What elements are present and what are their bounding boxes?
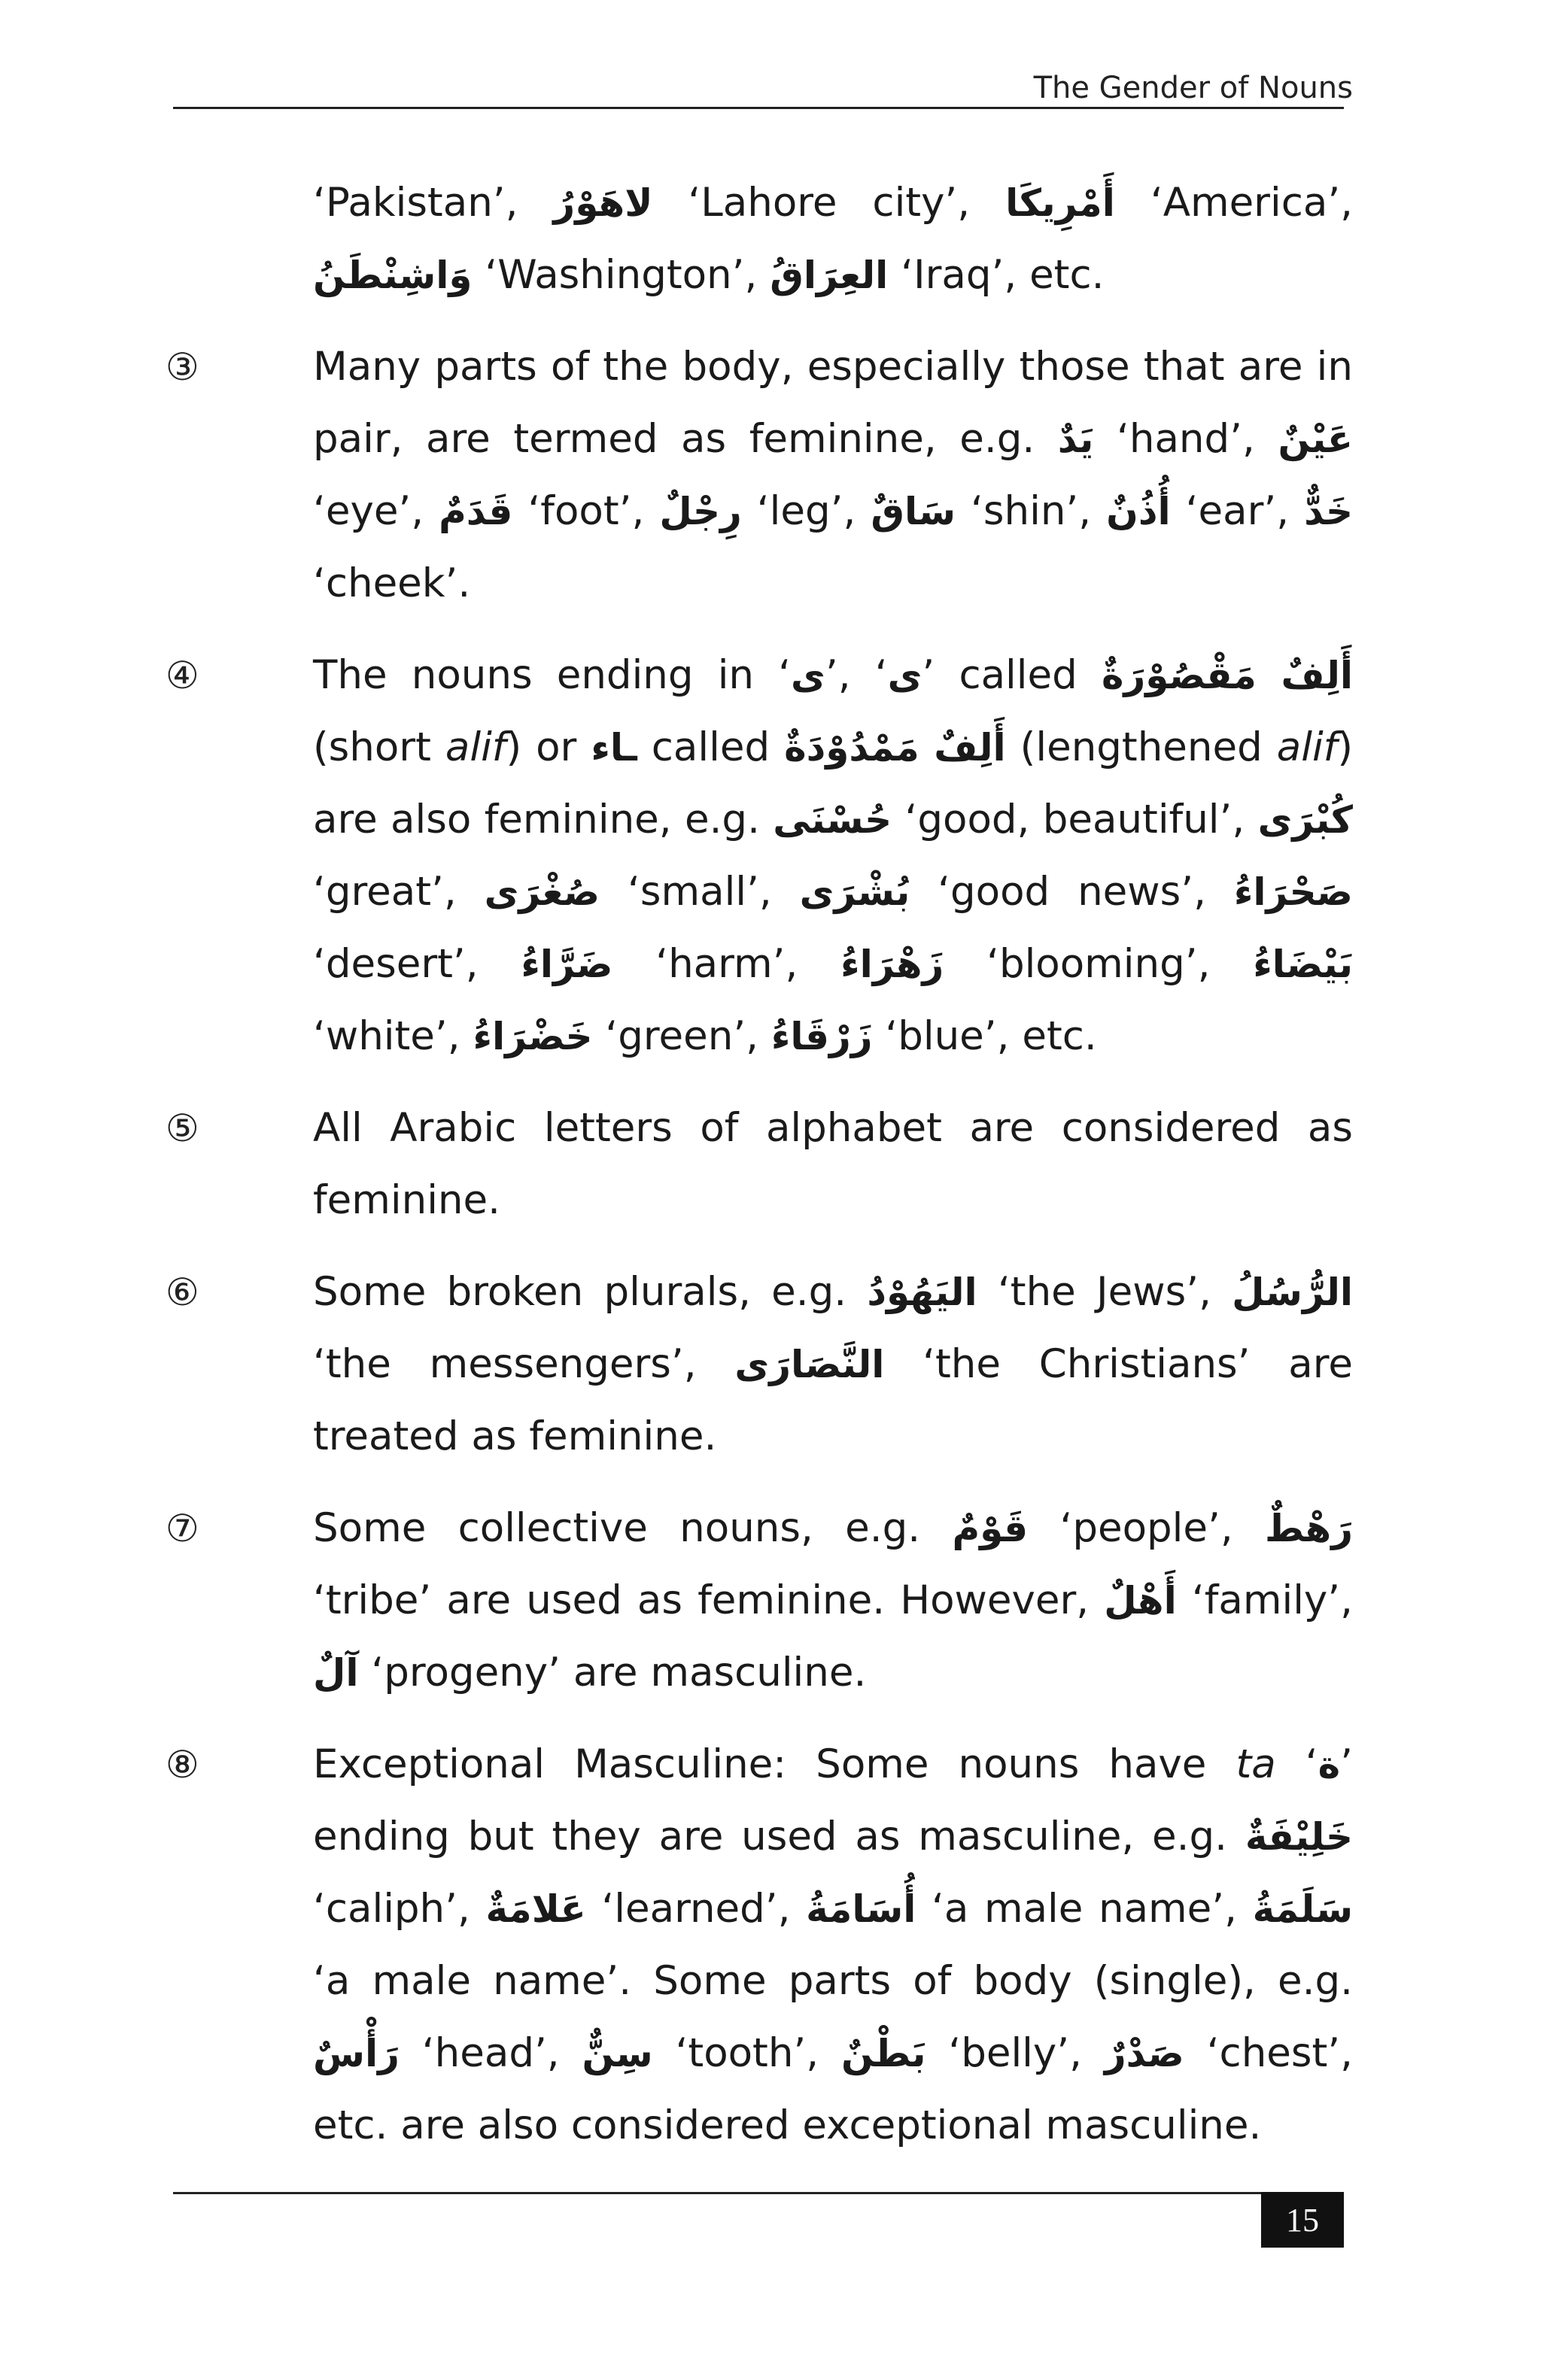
arabic-word: زَرْقَاءُ [770,1015,873,1058]
text-run: ‘tooth’, [652,2030,841,2076]
arabic-word: بَطْنٌ [841,2032,926,2075]
text-run: All Arabic letters of alphabet are considered as feminine. [313,1105,1353,1223]
text-run: ‘ [1275,1741,1318,1787]
text-run: ’ called [922,652,1102,698]
text-run: ‘a male name’, [916,1886,1253,1932]
page-number: 15 [1261,2192,1344,2248]
paragraph-number: ⑦ [166,1507,199,1550]
text-run: ‘great’, [313,869,485,915]
arabic-word: سَلَمَةُ [1252,1887,1353,1931]
paragraph-text [313,167,1353,311]
arabic-word: ة [1318,1743,1341,1787]
paragraph-number: ⑥ [166,1270,199,1314]
text-run: called [637,724,785,770]
arabic-word: رِجْلٌ [659,490,742,533]
text-run: ‘Washington’, [472,252,770,298]
text-run: ‘eye’, [313,488,439,534]
italic-text: ta [1236,1741,1276,1787]
paragraph [166,331,1353,620]
text-run: ‘head’, [399,2030,582,2076]
text-run: ‘Pakistan’, [313,180,554,226]
text-run: ‘blue’, etc. [872,1013,1097,1059]
arabic-word: عَلامَةٌ [485,1887,586,1931]
arabic-word: حُسْنَى [773,798,892,842]
paragraph [166,639,1353,1073]
text-run: ‘blooming’, [944,941,1254,987]
paragraph-text [313,1256,1353,1473]
italic-text: alif [445,724,506,770]
arabic-word: اليَهُوْدُ [867,1270,977,1314]
text-run: ‘hand’, [1093,416,1278,462]
footer-rule [173,2192,1344,2194]
arabic-word: أَلِفٌ مَمْدُوْدَةٌ [784,726,1006,770]
arabic-word: خَضْرَاءُ [473,1015,593,1058]
text-run: ‘tribe’ are used as feminine. However, [313,1577,1105,1623]
arabic-word: آلٌ [313,1651,359,1695]
text-run: Some collective nouns, e.g. [313,1505,953,1551]
text-run: (lengthened [1005,724,1277,770]
arabic-word: خَدٌّ [1304,490,1354,533]
paragraph [166,167,1353,311]
arabic-word: كُبْرَى [1257,798,1353,842]
text-run: ‘progeny’ are masculine. [358,1650,867,1695]
paragraph [166,1492,1353,1709]
text-run: ‘leg’, [741,488,871,534]
arabic-word: لاهَوْرُ [553,181,653,225]
text-run: ‘white’, [313,1013,473,1059]
arabic-word: ضَرَّاءُ [521,943,613,986]
arabic-word: قَدَمٌ [439,490,513,533]
paragraph-number: ⑤ [166,1107,199,1150]
text-run: ‘shin’, [956,488,1107,534]
text-run: ‘green’, [592,1013,771,1059]
arabic-word: أَلِفٌ مَقْصُوْرَةٌ [1101,654,1353,697]
text-run: ‘small’, [600,869,800,915]
arabic-word: صَدْرٌ [1104,2032,1184,2075]
text-run: ‘a male name’. Some parts of body (single), e.g. [313,1958,1353,2004]
arabic-word: سِنٌّ [582,2032,653,2075]
arabic-word: رَأْسٌ [313,2032,400,2075]
arabic-word: يَدٌ [1057,417,1094,461]
text-run: ‘good, beautiful’, [892,797,1258,842]
arabic-word: سَاقٌ [871,490,956,533]
arabic-word: أَهْلٌ [1104,1579,1177,1623]
text-run: ‘harm’, [612,941,841,987]
arabic-word: صُغْرَى [484,870,600,914]
arabic-word: ـاء [591,726,637,770]
page-content [166,167,1353,2181]
arabic-word: رَهْطٌ [1265,1507,1354,1550]
text-run: ‘desert’, [313,941,521,987]
paragraph-text [313,1092,1353,1237]
arabic-word: خَلِيْفَةٌ [1245,1815,1353,1859]
text-run: ‘learned’, [585,1886,807,1932]
text-run: ‘America’, [1114,180,1354,226]
paragraph-number [166,167,313,311]
arabic-word: زَهْرَاءُ [840,943,944,986]
arabic-word: بَيْضَاءُ [1253,943,1353,986]
text-run: ‘the Jews’, [977,1269,1232,1315]
paragraph-number: ③ [166,345,199,389]
paragraph-text [313,331,1353,620]
paragraph-text [313,1729,1353,2162]
text-run: ‘the Christians’ are treated as feminine. [313,1341,1353,1459]
text-run: Some broken plurals, e.g. [313,1269,868,1315]
arabic-word: عَيْنٌ [1278,417,1353,461]
text-run: ‘family’, [1176,1577,1353,1623]
paragraph-number: ⑧ [166,1743,199,1787]
text-run: (short [313,724,445,770]
text-run: ‘chest’, etc. are also considered exceptional masculine. [313,2030,1353,2148]
paragraph [166,1256,1353,1473]
arabic-word: أَمْرِيكَا [1005,181,1115,225]
text-run: ‘good news’, [910,869,1234,915]
arabic-word: أُذُنٌ [1106,490,1171,533]
arabic-word: ى [887,654,922,697]
text-run: ‘ear’, [1170,488,1305,534]
arabic-word: ى [791,654,825,697]
paragraph [166,1092,1353,1237]
text-run: ’, ‘ [825,652,888,698]
arabic-word: العِرَاقُ [770,253,889,297]
italic-text: alif [1276,724,1338,770]
arabic-word: أُسَامَةُ [806,1887,916,1931]
text-run: ‘foot’, [512,488,660,534]
text-run: The nouns ending in ‘ [313,652,792,698]
arabic-word: الرُّسُلُ [1232,1270,1353,1314]
text-run: ’ ending but they are used as masculine, e.g. [313,1741,1353,1859]
paragraph [166,1729,1353,2162]
arabic-word: النَّصَارَى [734,1343,885,1386]
text-run: ‘caliph’, [313,1886,486,1932]
text-run: ‘Lahore city’, [652,180,1006,226]
paragraph-number: ④ [166,654,199,697]
arabic-word: بُشْرَى [799,870,910,914]
text-run: Exceptional Masculine: Some nouns have [313,1741,1236,1787]
paragraph-text [313,639,1353,1073]
arabic-word: قَوْمٌ [952,1507,1029,1550]
text-run: ) are also feminine, e.g. [313,724,1354,842]
arabic-word: وَاشِنْطَنُ [313,253,473,297]
running-header: The Gender of Nouns [1033,71,1353,105]
text-run: ‘Iraq’, etc. [888,252,1105,298]
header-rule [173,107,1344,109]
text-run: ‘the messengers’, [313,1341,735,1387]
arabic-word: صَحْرَاءُ [1233,870,1353,914]
paragraph-text [313,1492,1353,1709]
text-run: ‘people’, [1028,1505,1266,1551]
text-run: Many parts of the body, especially those that are in pair, are termed as feminine, e.g. [313,344,1353,462]
text-run: ) or [506,724,591,770]
text-run: ‘belly’, [926,2030,1105,2076]
text-run: ‘cheek’. [313,560,471,606]
